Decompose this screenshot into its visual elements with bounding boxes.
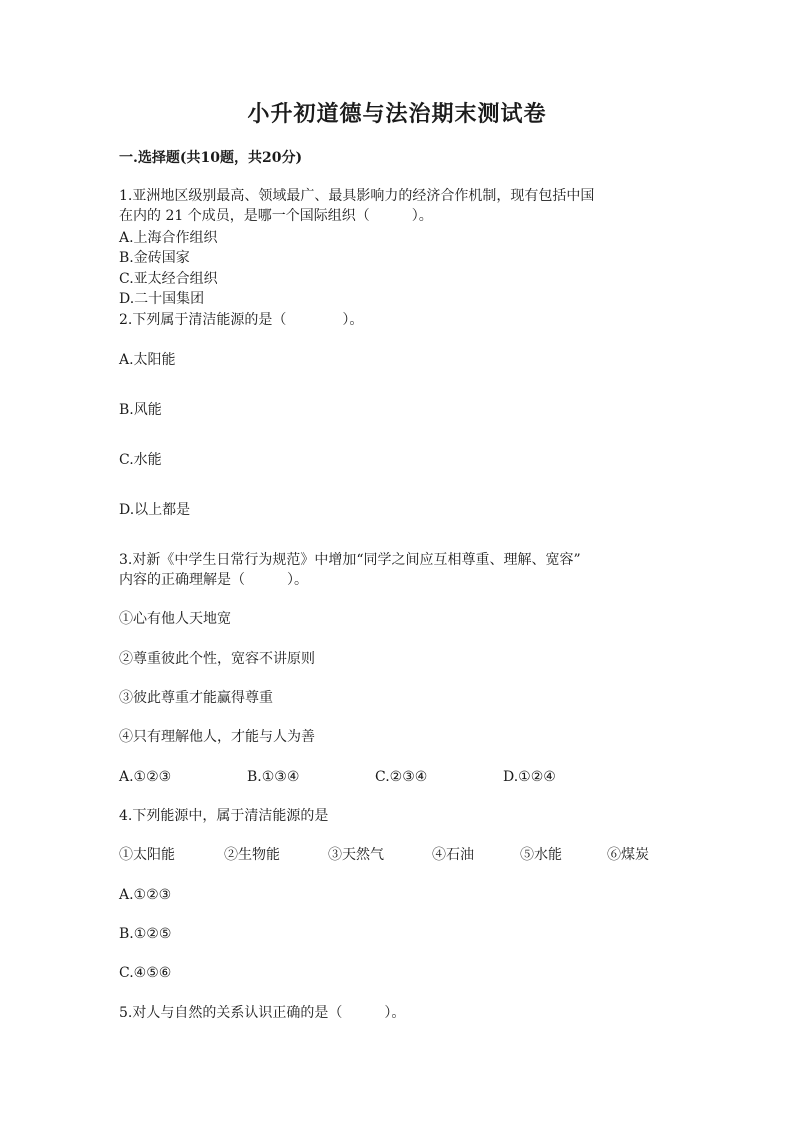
q2-option-b: B.风能 — [119, 402, 162, 418]
section-heading: 一.选择题(共10题，共20分) — [119, 150, 303, 166]
q2-option-a: A.太阳能 — [119, 352, 176, 368]
q1-option-d: D.二十国集团 — [119, 291, 205, 307]
q3-option-c: C.②③④ — [375, 769, 428, 785]
q3-stem-line2: 内容的正确理解是（ ）。 — [119, 572, 308, 588]
q4-item: ①太阳能 — [119, 847, 175, 863]
q2-option-c: C.水能 — [119, 452, 162, 468]
q4-item: ②生物能 — [224, 847, 280, 863]
q4-item: ⑥煤炭 — [607, 847, 649, 863]
q4-item: ③天然气 — [328, 847, 384, 863]
q2-option-d: D.以上都是 — [119, 502, 191, 518]
q3-statement-1: ①心有他人天地宽 — [119, 611, 231, 627]
q3-statement-3: ③彼此尊重才能赢得尊重 — [119, 690, 273, 706]
q3-statement-4: ④只有理解他人，才能与人为善 — [119, 729, 315, 745]
page-title: 小升初道德与法治期末测试卷 — [247, 101, 547, 127]
q3-option-a: A.①②③ — [119, 769, 172, 785]
q1-stem-line1: 1.亚洲地区级别最高、领域最广、最具影响力的经济合作机制，现有包括中国 — [119, 188, 595, 204]
q3-option-d: D.①②④ — [503, 769, 556, 785]
q4-item: ④石油 — [432, 847, 474, 863]
q2-stem: 2.下列属于清洁能源的是（ ）。 — [119, 312, 364, 328]
q1-option-b: B.金砖国家 — [119, 250, 190, 266]
q1-option-c: C.亚太经合组织 — [119, 271, 218, 287]
q4-stem: 4.下列能源中，属于清洁能源的是 — [119, 808, 329, 824]
q4-option-b: B.①②⑤ — [119, 926, 172, 942]
q4-option-c: C.④⑤⑥ — [119, 965, 172, 981]
q1-option-a: A.上海合作组织 — [119, 230, 218, 246]
q3-option-b: B.①③④ — [247, 769, 300, 785]
q4-item: ⑤水能 — [520, 847, 562, 863]
q5-stem: 5.对人与自然的关系认识正确的是（ ）。 — [119, 1005, 406, 1021]
q4-option-a: A.①②③ — [119, 887, 172, 903]
q3-statement-2: ②尊重彼此个性，宽容不讲原则 — [119, 651, 315, 667]
q3-stem-line1: 3.对新《中学生日常行为规范》中增加“同学之间应互相尊重、理解、宽容” — [119, 552, 581, 568]
q1-stem-line2: 在内的 21 个成员，是哪一个国际组织（ ）。 — [119, 208, 433, 224]
